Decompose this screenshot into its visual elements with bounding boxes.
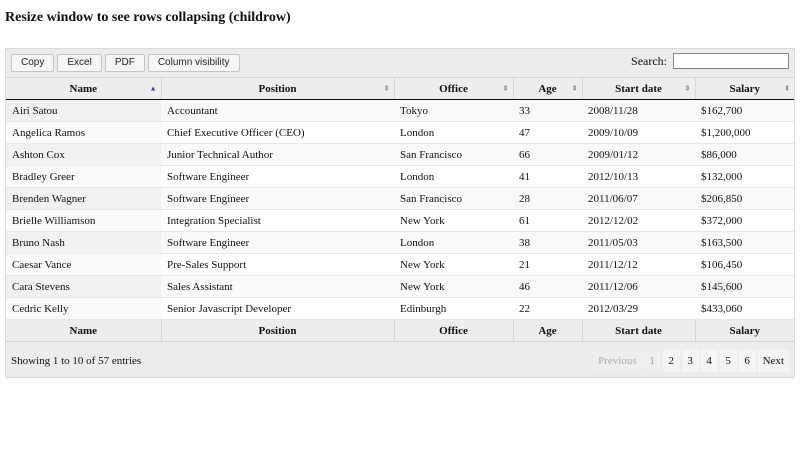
column-header-age[interactable]: Age ⇕ xyxy=(513,78,582,100)
excel-button[interactable]: Excel xyxy=(57,54,101,72)
table-row[interactable] xyxy=(6,276,794,298)
table-row[interactable] xyxy=(6,122,794,144)
cell-office: New York xyxy=(394,276,513,298)
cell-office: San Francisco xyxy=(394,188,513,210)
cell-salary: $132,000 xyxy=(695,166,794,188)
cell-start-date: 2011/06/07 xyxy=(582,188,695,210)
cell-position: Senior Javascript Developer xyxy=(161,298,394,320)
cell-name: Airi Satou xyxy=(6,100,161,122)
column-header-salary[interactable]: Salary ⇕ xyxy=(695,78,794,100)
cell-name: Caesar Vance xyxy=(6,254,161,276)
datatable-wrapper xyxy=(5,48,795,378)
cell-start-date: 2011/12/12 xyxy=(582,254,695,276)
table-row[interactable] xyxy=(6,210,794,232)
cell-position: Software Engineer xyxy=(161,188,394,210)
header-row xyxy=(6,78,794,100)
next-page-button[interactable]: Next xyxy=(758,350,789,372)
cell-salary: $145,600 xyxy=(695,276,794,298)
page-button-5[interactable]: 5 xyxy=(720,350,737,372)
cell-salary: $162,700 xyxy=(695,100,794,122)
cell-position: Junior Technical Author xyxy=(161,144,394,166)
export-toolbar xyxy=(11,54,240,72)
cell-start-date: 2009/01/12 xyxy=(582,144,695,166)
table-row[interactable] xyxy=(6,166,794,188)
cell-position: Integration Specialist xyxy=(161,210,394,232)
cell-age: 61 xyxy=(513,210,582,232)
cell-age: 41 xyxy=(513,166,582,188)
cell-salary: $206,850 xyxy=(695,188,794,210)
footer-row xyxy=(6,320,794,342)
cell-salary: $1,200,000 xyxy=(695,122,794,144)
table-body xyxy=(6,100,794,320)
column-footer-position: Position xyxy=(161,320,394,342)
table-row[interactable] xyxy=(6,144,794,166)
cell-name: Bruno Nash xyxy=(6,232,161,254)
table-row[interactable] xyxy=(6,254,794,276)
column-header-position[interactable]: Position ⇕ xyxy=(161,78,394,100)
cell-position: Sales Assistant xyxy=(161,276,394,298)
cell-age: 21 xyxy=(513,254,582,276)
page-title: Resize window to see rows collapsing (childrow) xyxy=(5,10,291,25)
table-row[interactable] xyxy=(6,232,794,254)
search-input[interactable] xyxy=(673,53,789,69)
cell-position: Chief Executive Officer (CEO) xyxy=(161,122,394,144)
cell-start-date: 2012/12/02 xyxy=(582,210,695,232)
previous-page-button[interactable]: Previous xyxy=(593,350,642,372)
cell-name: Cara Stevens xyxy=(6,276,161,298)
cell-office: London xyxy=(394,166,513,188)
sort-both-icon: ⇕ xyxy=(784,84,790,92)
cell-start-date: 2008/11/28 xyxy=(582,100,695,122)
page-button-3[interactable]: 3 xyxy=(682,350,699,372)
cell-position: Pre-Sales Support xyxy=(161,254,394,276)
sort-both-icon: ⇕ xyxy=(571,84,578,92)
page-button-6[interactable]: 6 xyxy=(739,350,756,372)
sort-asc-icon: ▲ xyxy=(149,84,157,92)
cell-salary: $86,000 xyxy=(695,144,794,166)
cell-salary: $106,450 xyxy=(695,254,794,276)
column-footer-salary: Salary xyxy=(695,320,794,342)
cell-name: Bradley Greer xyxy=(6,166,161,188)
column-header-start-date[interactable]: Start date ⇕ xyxy=(582,78,695,100)
cell-office: San Francisco xyxy=(394,144,513,166)
cell-office: Edinburgh xyxy=(394,298,513,320)
cell-age: 33 xyxy=(513,100,582,122)
table-row[interactable] xyxy=(6,188,794,210)
cell-name: Cedric Kelly xyxy=(6,298,161,320)
search-box xyxy=(631,53,789,69)
cell-position: Software Engineer xyxy=(161,232,394,254)
cell-salary: $163,500 xyxy=(695,232,794,254)
cell-age: 46 xyxy=(513,276,582,298)
cell-age: 28 xyxy=(513,188,582,210)
pdf-button[interactable]: PDF xyxy=(105,54,145,72)
cell-office: Tokyo xyxy=(394,100,513,122)
data-table xyxy=(6,77,794,342)
sort-both-icon: ⇕ xyxy=(684,84,691,92)
cell-name: Brielle Williamson xyxy=(6,210,161,232)
cell-office: New York xyxy=(394,254,513,276)
cell-start-date: 2011/12/06 xyxy=(582,276,695,298)
sort-both-icon: ⇕ xyxy=(383,84,390,92)
cell-position: Software Engineer xyxy=(161,166,394,188)
cell-name: Ashton Cox xyxy=(6,144,161,166)
cell-age: 38 xyxy=(513,232,582,254)
table-row[interactable] xyxy=(6,100,794,122)
cell-position: Accountant xyxy=(161,100,394,122)
cell-start-date: 2012/10/13 xyxy=(582,166,695,188)
copy-button[interactable]: Copy xyxy=(11,54,54,72)
column-footer-name: Name xyxy=(6,320,161,342)
column-footer-office: Office xyxy=(394,320,513,342)
cell-office: New York xyxy=(394,210,513,232)
cell-salary: $372,000 xyxy=(695,210,794,232)
cell-age: 47 xyxy=(513,122,582,144)
cell-name: Angelica Ramos xyxy=(6,122,161,144)
cell-salary: $433,060 xyxy=(695,298,794,320)
cell-start-date: 2009/10/09 xyxy=(582,122,695,144)
pagination xyxy=(593,350,789,372)
cell-office: London xyxy=(394,232,513,254)
cell-age: 22 xyxy=(513,298,582,320)
cell-name: Brenden Wagner xyxy=(6,188,161,210)
column-footer-age: Age xyxy=(513,320,582,342)
cell-start-date: 2011/05/03 xyxy=(582,232,695,254)
page-button-1[interactable]: 1 xyxy=(644,350,661,372)
column-header-name[interactable]: Name ▲ xyxy=(6,78,161,100)
page-button-4[interactable]: 4 xyxy=(701,350,718,372)
sort-both-icon: ⇕ xyxy=(502,84,509,92)
cell-age: 66 xyxy=(513,144,582,166)
table-info: Showing 1 to 10 of 57 entries xyxy=(11,355,142,367)
column-footer-start-date: Start date xyxy=(582,320,695,342)
cell-start-date: 2012/03/29 xyxy=(582,298,695,320)
table-row[interactable] xyxy=(6,298,794,320)
column-visibility-button[interactable]: Column visibility xyxy=(148,54,240,72)
page-button-2[interactable]: 2 xyxy=(663,350,680,372)
cell-office: London xyxy=(394,122,513,144)
column-header-office[interactable]: Office ⇕ xyxy=(394,78,513,100)
search-label: Search: xyxy=(631,53,667,68)
